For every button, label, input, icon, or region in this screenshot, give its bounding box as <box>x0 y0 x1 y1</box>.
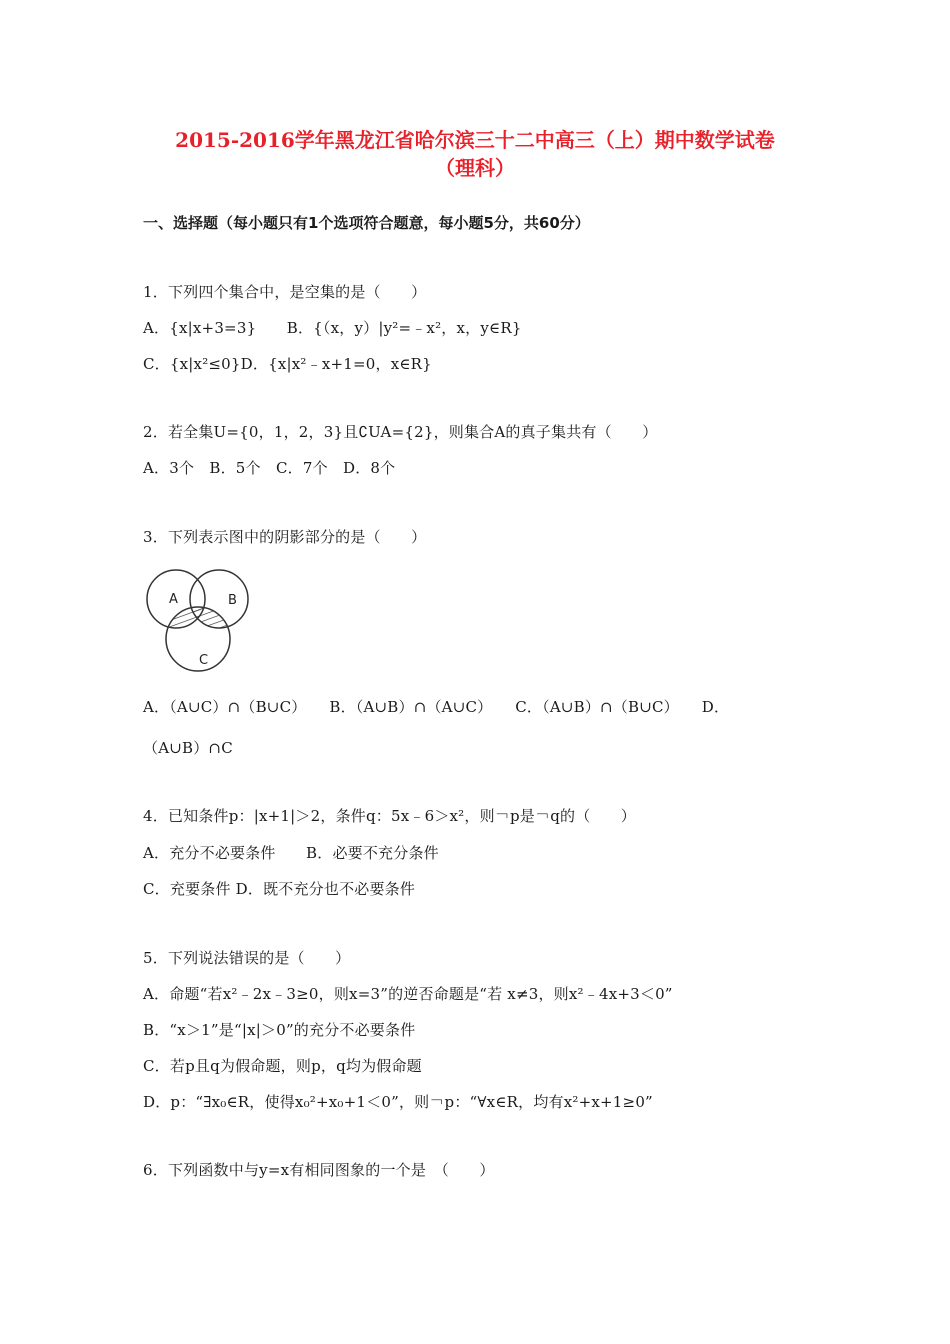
question-5-option-d: D．p：“∃x₀∈R，使得x₀²+x₀+1＜0”，则￢p：“∀x∈R，均有x²+x+1≥0” <box>143 1093 653 1111</box>
question-2-options: A．3个 B．5个 C．7个 D．8个 <box>143 459 396 477</box>
question-5-option-c: C．若p且q为假命题，则p，q均为假命题 <box>143 1057 422 1075</box>
question-4-options-ab: A．充分不必要条件 B．必要不充分条件 <box>143 844 439 862</box>
question-4-stem: 4．已知条件p：|x+1|＞2，条件q：5x﹣6＞x²，则￢p是￢q的（ ） <box>143 807 636 825</box>
venn-diagram <box>143 566 253 676</box>
question-5-option-a: A．命题“若x²﹣2x﹣3≥0，则x=3”的逆否命题是“若 x≠3，则x²﹣4x+3＜0” <box>143 985 673 1003</box>
question-3-options-line1: A．（A∪C）∩（B∪C） B．（A∪B）∩（A∪C） C．（A∪B）∩（B∪C） D． <box>143 698 730 716</box>
question-4-options-cd: C．充要条件 D．既不充分也不必要条件 <box>143 880 416 898</box>
question-3-options-line2: （A∪B）∩C <box>143 739 233 757</box>
venn-label-b: B <box>228 593 237 608</box>
question-3-stem: 3．下列表示图中的阴影部分的是（ ） <box>143 528 427 546</box>
question-5-option-b: B．“x＞1”是“|x|＞0”的充分不必要条件 <box>143 1021 416 1039</box>
question-1-options-ab: A．{x|x+3=3} B．{（x，y）|y²=﹣x²，x，y∈R} <box>143 319 522 337</box>
section-heading: 一、选择题（每小题只有1个选项符合题意，每小题5分，共60分） <box>143 214 590 232</box>
question-6-stem: 6．下列函数中与y=x有相同图象的一个是 （ ） <box>143 1161 495 1179</box>
exam-title-subtitle: （理科） <box>435 156 515 180</box>
question-2-stem: 2．若全集U={0，1，2，3}且∁UA={2}，则集合A的真子集共有（ ） <box>143 423 658 441</box>
question-1-options-cd: C．{x|x²≤0}D．{x|x²﹣x+1=0，x∈R} <box>143 355 432 373</box>
venn-label-a: A <box>169 592 178 607</box>
exam-title: 2015-2016学年黑龙江省哈尔滨三十二中高三（上）期中数学试卷 <box>175 128 775 152</box>
question-5-stem: 5．下列说法错误的是（ ） <box>143 949 351 967</box>
venn-label-c: C <box>199 653 209 668</box>
question-1-stem: 1．下列四个集合中，是空集的是（ ） <box>143 283 427 301</box>
